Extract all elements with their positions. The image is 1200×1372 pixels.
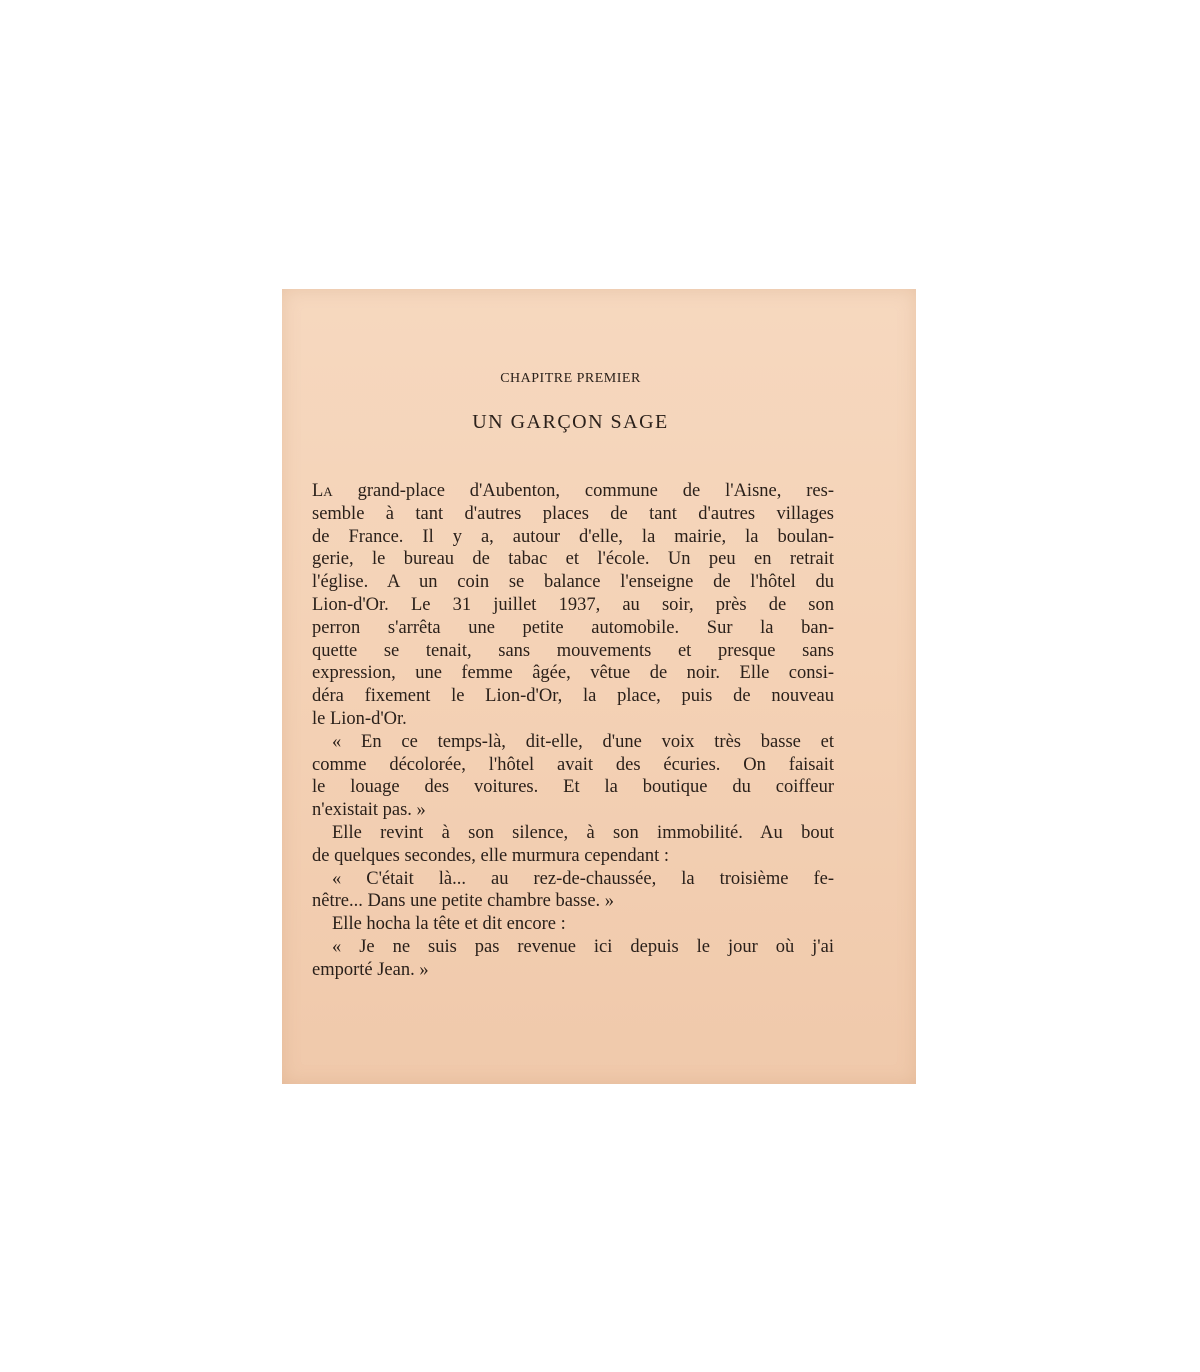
text-line: Elle hocha la tête et dit encore : (332, 914, 566, 935)
chapter-title: UN GARÇON SAGE (472, 411, 669, 433)
text-line: l'église. A un coin se balance l'enseigne de l'hôtel du (312, 572, 834, 593)
text-line: « C'était là... au rez-de-chaussée, la troisième fe- (332, 868, 834, 889)
drop-lead: La (312, 481, 333, 501)
text-line: le louage des voitures. Et la boutique du coiffeur (312, 777, 834, 798)
text-line: « Je ne suis pas revenue ici depuis le jour où j'ai (332, 936, 834, 957)
text-line: La grand-place d'Aubenton, commune de l'Aisne, res- (312, 481, 834, 501)
text-line: nêtre... Dans une petite chambre basse. » (312, 891, 615, 912)
body-text (312, 480, 834, 982)
text-line: quette se tenait, sans mouvements et presque sans (312, 640, 834, 661)
text-line: déra fixement le Lion-d'Or, la place, puis de nouveau (312, 686, 834, 707)
text-line: expression, une femme âgée, vêtue de noir. Elle consi- (312, 663, 834, 684)
text-line: de France. Il y a, autour d'elle, la mairie, la boulan- (312, 526, 834, 547)
book-page (282, 289, 916, 1084)
text-line: n'existait pas. » (312, 800, 426, 821)
text-line: comme décolorée, l'hôtel avait des écuries. On faisait (312, 754, 834, 775)
text-line: gerie, le bureau de tabac et l'école. Un peu en retrait (312, 549, 834, 570)
text-line: « En ce temps-là, dit-elle, d'une voix très basse et (332, 731, 834, 752)
text-line: Elle revint à son silence, à son immobilité. Au bout (332, 822, 834, 843)
text-line: emporté Jean. » (312, 959, 429, 980)
text-line: Lion-d'Or. Le 31 juillet 1937, au soir, près de son (312, 594, 834, 615)
text-line: de quelques secondes, elle murmura cependant : (312, 845, 670, 866)
text-line: le Lion-d'Or. (312, 708, 407, 729)
text-line: perron s'arrêta une petite automobile. Sur la ban- (312, 617, 834, 638)
chapter-label: CHAPITRE PREMIER (500, 371, 641, 386)
text-line: semble à tant d'autres places de tant d'autres villages (312, 503, 834, 524)
